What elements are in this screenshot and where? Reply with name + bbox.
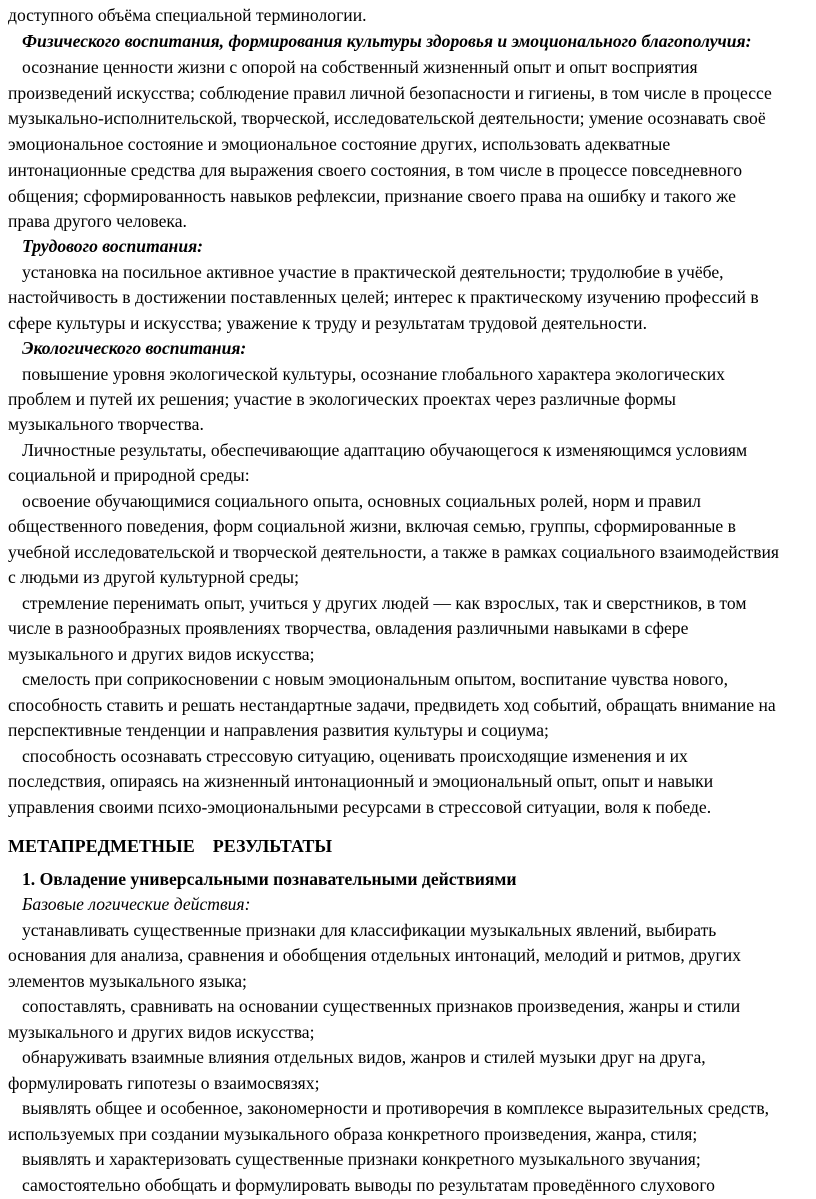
text-line: обнаруживать взаимные влияния отдельных видов, жанров и стилей музыки друг на друга, xyxy=(22,1047,706,1067)
text-line: управления своими психо-эмоциональными ресурсами в стрессовой ситуации, воля к победе. xyxy=(8,797,712,817)
subsection-subheading-logical: Базовые логические действия: xyxy=(22,894,251,914)
subsection-heading-cognitive: 1. Овладение универсальными познавательными действиями xyxy=(22,869,517,889)
text-line: сопоставлять, сравнивать на основании существенных признаков произведения, жанры и стили xyxy=(22,996,741,1016)
text-line: освоение обучающимися социального опыта, основных социальных ролей, норм и правил xyxy=(22,491,701,511)
text-line: музыкально-исполнительской, творческой, исследовательской деятельности; умение осознавать своё xyxy=(8,108,766,128)
text-line: общения; сформированность навыков рефлексии, признание своего права на ошибку и такого же xyxy=(8,186,736,206)
text-line: устанавливать существенные признаки для классификации музыкальных явлений, выбирать xyxy=(22,920,717,940)
text-line: произведений искусства; соблюдение правил личной безопасности и гигиены, в том числе в процессе xyxy=(8,83,772,103)
section-title-metasubject: МЕТАПРЕДМЕТНЫЕ РЕЗУЛЬТАТЫ xyxy=(8,836,332,856)
text-line: числе в разнообразных проявлениях творчества, овладения различными навыками в сфере xyxy=(8,618,689,638)
text-line: доступного объёма специальной терминологии. xyxy=(8,5,367,25)
text-line: формулировать гипотезы о взаимосвязях; xyxy=(8,1073,320,1093)
text-line: стремление перенимать опыт, учиться у других людей — как взрослых, так и сверстников, в том xyxy=(22,593,747,613)
text-line: проблем и путей их решения; участие в экологических проектах через различные формы xyxy=(8,389,676,409)
text-line: права другого человека. xyxy=(8,211,187,231)
text-line: самостоятельно обобщать и формулировать выводы по результатам проведённого слухового xyxy=(22,1175,715,1195)
text-line: смелость при соприкосновении с новым эмоциональным опытом, воспитание чувства нового, xyxy=(22,669,728,689)
text-line: учебной исследовательской и творческой деятельности, а также в рамках социального взаимодействия xyxy=(8,542,780,562)
text-line: интонационные средства для выражения своего состояния, в том числе в процессе повседневного xyxy=(8,160,743,180)
text-line: сфере культуры и искусства; уважение к труду и результатам трудовой деятельности. xyxy=(8,313,647,333)
text-line: последствия, опираясь на жизненный интонационный и эмоциональный опыт, опыт и навыки xyxy=(8,771,714,791)
text-line: эмоциональное состояние и эмоциональное состояние других, использовать адекватные xyxy=(8,134,671,154)
text-line: основания для анализа, сравнения и обобщения отдельных интонаций, мелодий и ритмов, других xyxy=(8,945,741,965)
text-line: Личностные результаты, обеспечивающие адаптацию обучающегося к изменяющимся условиям xyxy=(22,440,748,460)
section-heading-labor: Трудового воспитания: xyxy=(22,236,204,256)
text-line: настойчивость в достижении поставленных целей; интерес к практическому изучению профессий в xyxy=(8,287,759,307)
text-line: музыкального творчества. xyxy=(8,414,204,434)
text-line: социальной и природной среды: xyxy=(8,465,250,485)
section-heading-physical: Физического воспитания, формирования культуры здоровья и эмоционального благополучия: xyxy=(22,31,752,51)
text-line: выявлять общее и особенное, закономерности и противоречия в комплексе выразительных средств, xyxy=(22,1098,770,1118)
text-line: осознание ценности жизни с опорой на собственный жизненный опыт и опыт восприятия xyxy=(22,57,698,77)
text-line: музыкального и других видов искусства; xyxy=(8,644,315,664)
text-line: повышение уровня экологической культуры, осознание глобального характера экологических xyxy=(22,364,725,384)
text-line: элементов музыкального языка; xyxy=(8,971,247,991)
text-line: музыкального и других видов искусства; xyxy=(8,1022,315,1042)
text-line: с людьми из другой культурной среды; xyxy=(8,567,299,587)
section-heading-ecology: Экологического воспитания: xyxy=(22,338,247,358)
text-line: способность осознавать стрессовую ситуацию, оценивать происходящие изменения и их xyxy=(22,746,688,766)
text-line: выявлять и характеризовать существенные признаки конкретного музыкального звучания; xyxy=(22,1149,701,1169)
text-line: установка на посильное активное участие в практической деятельности; трудолюбие в учёбе, xyxy=(22,262,724,282)
text-line: способность ставить и решать нестандартные задачи, предвидеть ход событий, обращать внимание на xyxy=(8,695,776,715)
text-line: используемых при создании музыкального образа конкретного произведения, жанра, стиля; xyxy=(8,1124,698,1144)
text-line: перспективные тенденции и направления развития культуры и социума; xyxy=(8,720,549,740)
text-line: общественного поведения, форм социальной жизни, включая семью, группы, сформированные в xyxy=(8,516,736,536)
